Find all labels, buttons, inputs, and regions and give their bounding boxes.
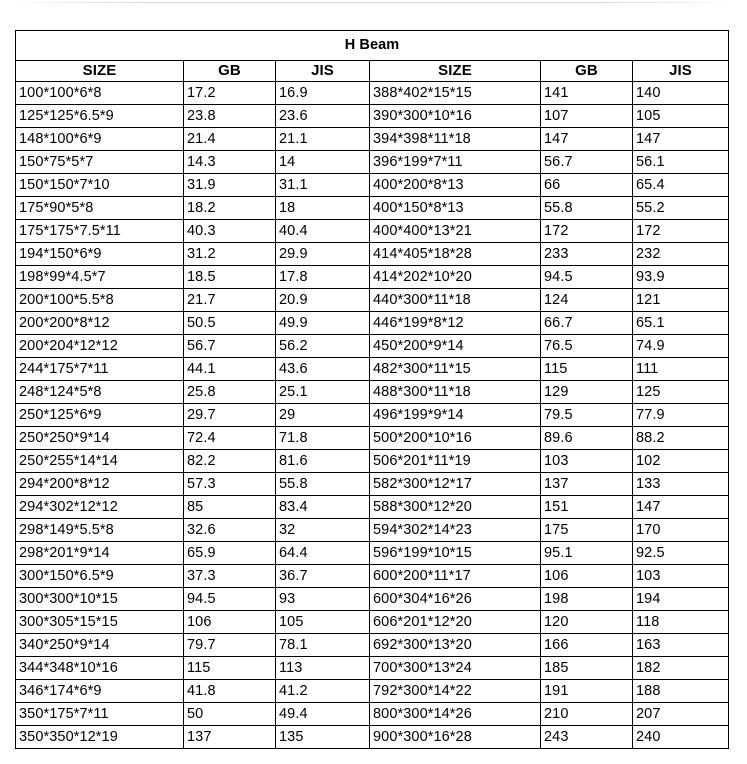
gb-weight-cell: 66 bbox=[541, 174, 633, 197]
jis-weight-cell: 16.9 bbox=[276, 82, 370, 105]
gb-weight-cell: 32.6 bbox=[184, 519, 276, 542]
jis-weight-cell: 20.9 bbox=[276, 289, 370, 312]
column-header-size: SIZE bbox=[16, 61, 184, 82]
table-row bbox=[16, 450, 729, 473]
gb-weight-cell: 21.7 bbox=[184, 289, 276, 312]
jis-weight-cell: 32 bbox=[276, 519, 370, 542]
jis-weight-cell: 17.8 bbox=[276, 266, 370, 289]
jis-weight-cell: 49.4 bbox=[276, 703, 370, 726]
gb-weight-cell: 151 bbox=[541, 496, 633, 519]
size-cell: 100*100*6*8 bbox=[16, 82, 184, 105]
gb-weight-cell: 147 bbox=[541, 128, 633, 151]
table-row bbox=[16, 404, 729, 427]
table-row bbox=[16, 128, 729, 151]
size-cell: 350*350*12*19 bbox=[16, 726, 184, 749]
table-row bbox=[16, 312, 729, 335]
table-row bbox=[16, 611, 729, 634]
table-row bbox=[16, 657, 729, 680]
gb-weight-cell: 18.5 bbox=[184, 266, 276, 289]
gb-weight-cell: 76.5 bbox=[541, 335, 633, 358]
size-cell: 150*75*5*7 bbox=[16, 151, 184, 174]
table-row bbox=[16, 427, 729, 450]
jis-weight-cell: 65.1 bbox=[633, 312, 729, 335]
table-row bbox=[16, 82, 729, 105]
jis-weight-cell: 74.9 bbox=[633, 335, 729, 358]
jis-weight-cell: 56.2 bbox=[276, 335, 370, 358]
size-cell: 300*300*10*15 bbox=[16, 588, 184, 611]
gb-weight-cell: 65.9 bbox=[184, 542, 276, 565]
table-row bbox=[16, 542, 729, 565]
gb-weight-cell: 106 bbox=[541, 565, 633, 588]
gb-weight-cell: 79.5 bbox=[541, 404, 633, 427]
table-row bbox=[16, 105, 729, 128]
jis-weight-cell: 140 bbox=[633, 82, 729, 105]
size-cell: 125*125*6.5*9 bbox=[16, 105, 184, 128]
size-cell: 440*300*11*18 bbox=[370, 289, 541, 312]
size-cell: 606*201*12*20 bbox=[370, 611, 541, 634]
gb-weight-cell: 40.3 bbox=[184, 220, 276, 243]
table-row bbox=[16, 703, 729, 726]
size-cell: 400*200*8*13 bbox=[370, 174, 541, 197]
gb-weight-cell: 56.7 bbox=[184, 335, 276, 358]
jis-weight-cell: 125 bbox=[633, 381, 729, 404]
jis-weight-cell: 133 bbox=[633, 473, 729, 496]
jis-weight-cell: 240 bbox=[633, 726, 729, 749]
size-cell: 594*302*14*23 bbox=[370, 519, 541, 542]
gb-weight-cell: 95.1 bbox=[541, 542, 633, 565]
size-cell: 692*300*13*20 bbox=[370, 634, 541, 657]
size-cell: 500*200*10*16 bbox=[370, 427, 541, 450]
gb-weight-cell: 31.9 bbox=[184, 174, 276, 197]
jis-weight-cell: 43.6 bbox=[276, 358, 370, 381]
jis-weight-cell: 170 bbox=[633, 519, 729, 542]
size-cell: 250*250*9*14 bbox=[16, 427, 184, 450]
jis-weight-cell: 182 bbox=[633, 657, 729, 680]
table-row bbox=[16, 519, 729, 542]
gb-weight-cell: 50.5 bbox=[184, 312, 276, 335]
size-cell: 482*300*11*15 bbox=[370, 358, 541, 381]
size-cell: 600*200*11*17 bbox=[370, 565, 541, 588]
table-row bbox=[16, 680, 729, 703]
jis-weight-cell: 111 bbox=[633, 358, 729, 381]
jis-weight-cell: 78.1 bbox=[276, 634, 370, 657]
gb-weight-cell: 89.6 bbox=[541, 427, 633, 450]
gb-weight-cell: 72.4 bbox=[184, 427, 276, 450]
gb-weight-cell: 172 bbox=[541, 220, 633, 243]
jis-weight-cell: 56.1 bbox=[633, 151, 729, 174]
size-cell: 446*199*8*12 bbox=[370, 312, 541, 335]
size-cell: 298*149*5.5*8 bbox=[16, 519, 184, 542]
jis-weight-cell: 103 bbox=[633, 565, 729, 588]
size-cell: 200*100*5.5*8 bbox=[16, 289, 184, 312]
jis-weight-cell: 118 bbox=[633, 611, 729, 634]
gb-weight-cell: 166 bbox=[541, 634, 633, 657]
jis-weight-cell: 23.6 bbox=[276, 105, 370, 128]
size-cell: 792*300*14*22 bbox=[370, 680, 541, 703]
table-row bbox=[16, 335, 729, 358]
jis-weight-cell: 172 bbox=[633, 220, 729, 243]
table-row bbox=[16, 243, 729, 266]
jis-weight-cell: 105 bbox=[633, 105, 729, 128]
gb-weight-cell: 103 bbox=[541, 450, 633, 473]
table-body bbox=[16, 82, 729, 749]
size-cell: 250*255*14*14 bbox=[16, 450, 184, 473]
jis-weight-cell: 113 bbox=[276, 657, 370, 680]
jis-weight-cell: 65.4 bbox=[633, 174, 729, 197]
jis-weight-cell: 64.4 bbox=[276, 542, 370, 565]
gb-weight-cell: 85 bbox=[184, 496, 276, 519]
gb-weight-cell: 137 bbox=[541, 473, 633, 496]
gb-weight-cell: 57.3 bbox=[184, 473, 276, 496]
table-row bbox=[16, 174, 729, 197]
gb-weight-cell: 243 bbox=[541, 726, 633, 749]
size-cell: 294*200*8*12 bbox=[16, 473, 184, 496]
size-cell: 300*305*15*15 bbox=[16, 611, 184, 634]
jis-weight-cell: 88.2 bbox=[633, 427, 729, 450]
top-divider bbox=[4, 2, 742, 3]
size-cell: 596*199*10*15 bbox=[370, 542, 541, 565]
gb-weight-cell: 106 bbox=[184, 611, 276, 634]
size-cell: 600*304*16*26 bbox=[370, 588, 541, 611]
jis-weight-cell: 14 bbox=[276, 151, 370, 174]
size-cell: 388*402*15*15 bbox=[370, 82, 541, 105]
gb-weight-cell: 185 bbox=[541, 657, 633, 680]
jis-weight-cell: 121 bbox=[633, 289, 729, 312]
table-row bbox=[16, 496, 729, 519]
jis-weight-cell: 25.1 bbox=[276, 381, 370, 404]
gb-weight-cell: 191 bbox=[541, 680, 633, 703]
size-cell: 414*405*18*28 bbox=[370, 243, 541, 266]
jis-weight-cell: 194 bbox=[633, 588, 729, 611]
size-cell: 582*300*12*17 bbox=[370, 473, 541, 496]
table-row bbox=[16, 289, 729, 312]
jis-weight-cell: 83.4 bbox=[276, 496, 370, 519]
size-cell: 250*125*6*9 bbox=[16, 404, 184, 427]
gb-weight-cell: 124 bbox=[541, 289, 633, 312]
jis-weight-cell: 93 bbox=[276, 588, 370, 611]
gb-weight-cell: 55.8 bbox=[541, 197, 633, 220]
jis-weight-cell: 18 bbox=[276, 197, 370, 220]
table-row bbox=[16, 588, 729, 611]
size-cell: 488*300*11*18 bbox=[370, 381, 541, 404]
size-cell: 506*201*11*19 bbox=[370, 450, 541, 473]
table-row bbox=[16, 473, 729, 496]
gb-weight-cell: 175 bbox=[541, 519, 633, 542]
jis-weight-cell: 135 bbox=[276, 726, 370, 749]
size-cell: 700*300*13*24 bbox=[370, 657, 541, 680]
table-row bbox=[16, 565, 729, 588]
gb-weight-cell: 56.7 bbox=[541, 151, 633, 174]
size-cell: 450*200*9*14 bbox=[370, 335, 541, 358]
jis-weight-cell: 29 bbox=[276, 404, 370, 427]
table-row bbox=[16, 358, 729, 381]
size-cell: 244*175*7*11 bbox=[16, 358, 184, 381]
size-cell: 150*150*7*10 bbox=[16, 174, 184, 197]
table-row bbox=[16, 381, 729, 404]
jis-weight-cell: 105 bbox=[276, 611, 370, 634]
jis-weight-cell: 77.9 bbox=[633, 404, 729, 427]
gb-weight-cell: 141 bbox=[541, 82, 633, 105]
size-cell: 390*300*10*16 bbox=[370, 105, 541, 128]
gb-weight-cell: 129 bbox=[541, 381, 633, 404]
column-header-gb: GB bbox=[541, 61, 633, 82]
size-cell: 294*302*12*12 bbox=[16, 496, 184, 519]
gb-weight-cell: 37.3 bbox=[184, 565, 276, 588]
size-cell: 248*124*5*8 bbox=[16, 381, 184, 404]
jis-weight-cell: 49.9 bbox=[276, 312, 370, 335]
jis-weight-cell: 40.4 bbox=[276, 220, 370, 243]
size-cell: 496*199*9*14 bbox=[370, 404, 541, 427]
table-row bbox=[16, 266, 729, 289]
size-cell: 400*150*8*13 bbox=[370, 197, 541, 220]
jis-weight-cell: 21.1 bbox=[276, 128, 370, 151]
gb-weight-cell: 94.5 bbox=[184, 588, 276, 611]
gb-weight-cell: 41.8 bbox=[184, 680, 276, 703]
gb-weight-cell: 115 bbox=[184, 657, 276, 680]
column-header-jis: JIS bbox=[276, 61, 370, 82]
size-cell: 340*250*9*14 bbox=[16, 634, 184, 657]
jis-weight-cell: 93.9 bbox=[633, 266, 729, 289]
jis-weight-cell: 55.8 bbox=[276, 473, 370, 496]
jis-weight-cell: 29.9 bbox=[276, 243, 370, 266]
size-cell: 588*300*12*20 bbox=[370, 496, 541, 519]
gb-weight-cell: 94.5 bbox=[541, 266, 633, 289]
jis-weight-cell: 188 bbox=[633, 680, 729, 703]
jis-weight-cell: 31.1 bbox=[276, 174, 370, 197]
size-cell: 175*175*7.5*11 bbox=[16, 220, 184, 243]
gb-weight-cell: 18.2 bbox=[184, 197, 276, 220]
gb-weight-cell: 17.2 bbox=[184, 82, 276, 105]
table-row bbox=[16, 726, 729, 749]
table-title: H Beam bbox=[16, 31, 729, 61]
gb-weight-cell: 66.7 bbox=[541, 312, 633, 335]
h-beam-table bbox=[15, 30, 729, 749]
jis-weight-cell: 55.2 bbox=[633, 197, 729, 220]
size-cell: 396*199*7*11 bbox=[370, 151, 541, 174]
jis-weight-cell: 207 bbox=[633, 703, 729, 726]
size-cell: 300*150*6.5*9 bbox=[16, 565, 184, 588]
jis-weight-cell: 147 bbox=[633, 496, 729, 519]
gb-weight-cell: 210 bbox=[541, 703, 633, 726]
size-cell: 900*300*16*28 bbox=[370, 726, 541, 749]
table-title-row bbox=[16, 31, 729, 61]
gb-weight-cell: 233 bbox=[541, 243, 633, 266]
gb-weight-cell: 115 bbox=[541, 358, 633, 381]
jis-weight-cell: 102 bbox=[633, 450, 729, 473]
column-header-size: SIZE bbox=[370, 61, 541, 82]
jis-weight-cell: 163 bbox=[633, 634, 729, 657]
size-cell: 200*204*12*12 bbox=[16, 335, 184, 358]
size-cell: 394*398*11*18 bbox=[370, 128, 541, 151]
gb-weight-cell: 137 bbox=[184, 726, 276, 749]
size-cell: 200*200*8*12 bbox=[16, 312, 184, 335]
jis-weight-cell: 41.2 bbox=[276, 680, 370, 703]
gb-weight-cell: 23.8 bbox=[184, 105, 276, 128]
size-cell: 194*150*6*9 bbox=[16, 243, 184, 266]
table-row bbox=[16, 151, 729, 174]
jis-weight-cell: 232 bbox=[633, 243, 729, 266]
jis-weight-cell: 36.7 bbox=[276, 565, 370, 588]
size-cell: 350*175*7*11 bbox=[16, 703, 184, 726]
gb-weight-cell: 14.3 bbox=[184, 151, 276, 174]
size-cell: 344*348*10*16 bbox=[16, 657, 184, 680]
size-cell: 400*400*13*21 bbox=[370, 220, 541, 243]
gb-weight-cell: 82.2 bbox=[184, 450, 276, 473]
table-row bbox=[16, 197, 729, 220]
size-cell: 414*202*10*20 bbox=[370, 266, 541, 289]
column-header-gb: GB bbox=[184, 61, 276, 82]
jis-weight-cell: 71.8 bbox=[276, 427, 370, 450]
size-cell: 346*174*6*9 bbox=[16, 680, 184, 703]
gb-weight-cell: 21.4 bbox=[184, 128, 276, 151]
gb-weight-cell: 29.7 bbox=[184, 404, 276, 427]
gb-weight-cell: 107 bbox=[541, 105, 633, 128]
size-cell: 148*100*6*9 bbox=[16, 128, 184, 151]
table-row bbox=[16, 220, 729, 243]
size-cell: 175*90*5*8 bbox=[16, 197, 184, 220]
jis-weight-cell: 81.6 bbox=[276, 450, 370, 473]
size-cell: 298*201*9*14 bbox=[16, 542, 184, 565]
gb-weight-cell: 25.8 bbox=[184, 381, 276, 404]
size-cell: 800*300*14*26 bbox=[370, 703, 541, 726]
gb-weight-cell: 31.2 bbox=[184, 243, 276, 266]
gb-weight-cell: 79.7 bbox=[184, 634, 276, 657]
jis-weight-cell: 92.5 bbox=[633, 542, 729, 565]
table-header-row bbox=[16, 61, 729, 82]
gb-weight-cell: 44.1 bbox=[184, 358, 276, 381]
size-cell: 198*99*4.5*7 bbox=[16, 266, 184, 289]
gb-weight-cell: 50 bbox=[184, 703, 276, 726]
jis-weight-cell: 147 bbox=[633, 128, 729, 151]
table-row bbox=[16, 634, 729, 657]
gb-weight-cell: 120 bbox=[541, 611, 633, 634]
gb-weight-cell: 198 bbox=[541, 588, 633, 611]
column-header-jis: JIS bbox=[633, 61, 729, 82]
